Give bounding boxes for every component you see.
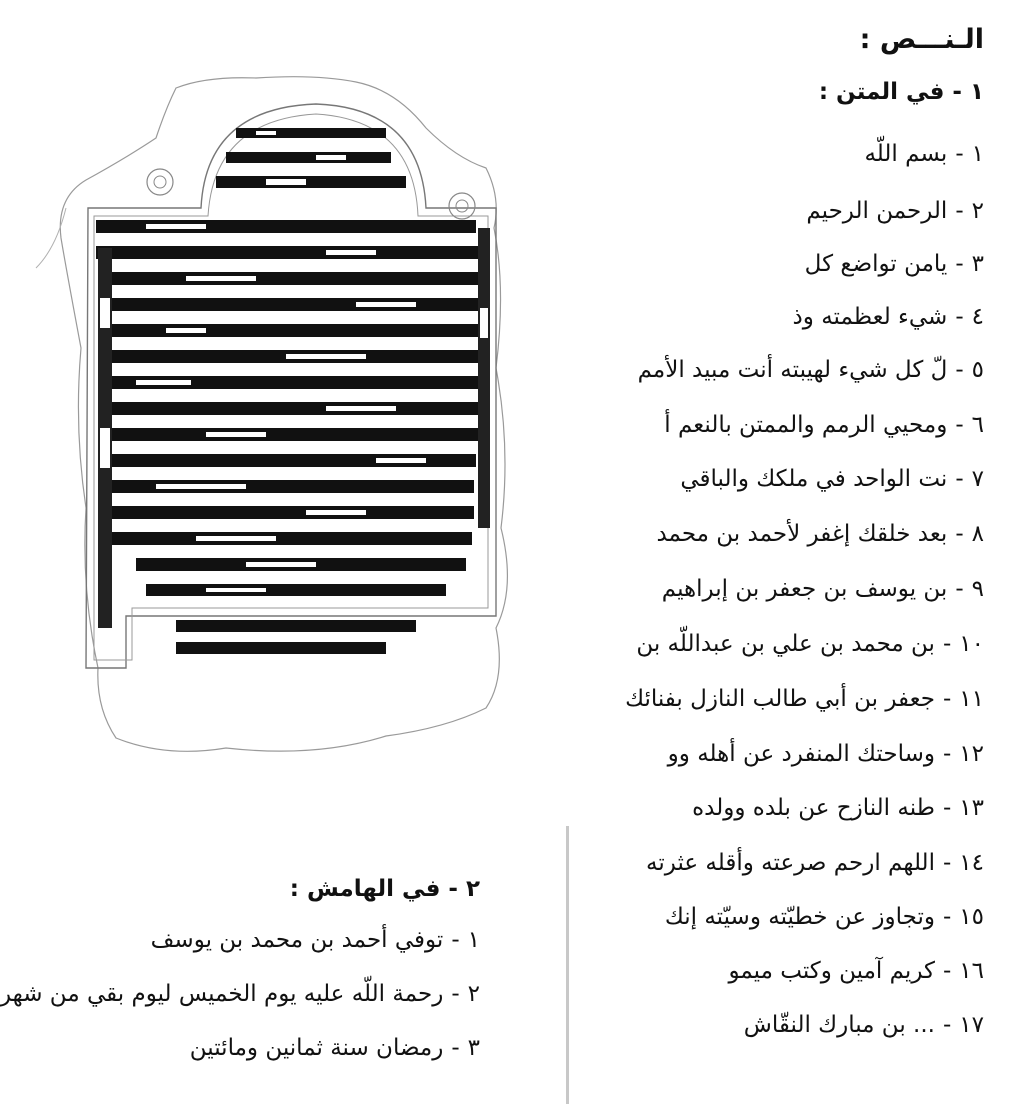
text-line: ٦-ومحيي الرمم والممتن بالنعم أ xyxy=(664,412,984,438)
page-title: الـنـــص : xyxy=(859,24,984,55)
column-divider xyxy=(566,826,569,1104)
margin-text-heading: ٢ - في الهامش : xyxy=(289,876,480,902)
text-line: ١٠-بن محمد بن علي بن عبداللّه بن xyxy=(636,631,984,657)
text-line: ١٧-... بن مبارك النقّاش xyxy=(743,1012,984,1038)
text-line: ٨-بعد خلقك إغفر لأحمد بن محمد xyxy=(656,521,984,547)
text-line: ٢-الرحمن الرحيم xyxy=(806,198,984,224)
margin-line: ٢-رحمة اللّه عليه يوم الخميس ليوم بقي من شهر xyxy=(0,981,480,1007)
text-line: ٧-نت الواحد في ملكك والباقي xyxy=(680,466,984,492)
margin-line: ٣-رمضان سنة ثمانين ومائتين xyxy=(189,1035,480,1061)
margin-line: ١-توفي أحمد بن محمد بن يوسف xyxy=(150,927,480,953)
text-line: ٥-لّ كل شيء لهيبته أنت مبيد الأمم xyxy=(637,357,984,383)
text-line: ١٣-طنه النازح عن بلده وولده xyxy=(692,795,984,821)
text-line: ٩-بن يوسف بن جعفر بن إبراهيم xyxy=(661,576,984,602)
text-line: ١٤-اللهم ارحم صرعته وأقله عثرته xyxy=(646,850,984,876)
text-line: ٤-شيء لعظمته وذ xyxy=(792,304,984,330)
text-line: ١١-جعفر بن أبي طالب النازل بفنائك xyxy=(625,686,984,712)
text-line: ٣-يامن تواضع كل xyxy=(804,251,984,277)
main-text-heading: ١ - في المتن : xyxy=(818,79,984,105)
text-line: ١-بسم اللّه xyxy=(864,141,984,167)
stele-illustration xyxy=(26,68,526,768)
text-line: ١٥-وتجاوز عن خطيّته وسيّته إنك xyxy=(664,904,984,930)
text-line: ١٢-وساحتك المنفرد عن أهله وو xyxy=(667,741,984,767)
text-line: ١٦-كريم آمين وكتب ميمو xyxy=(728,958,984,984)
